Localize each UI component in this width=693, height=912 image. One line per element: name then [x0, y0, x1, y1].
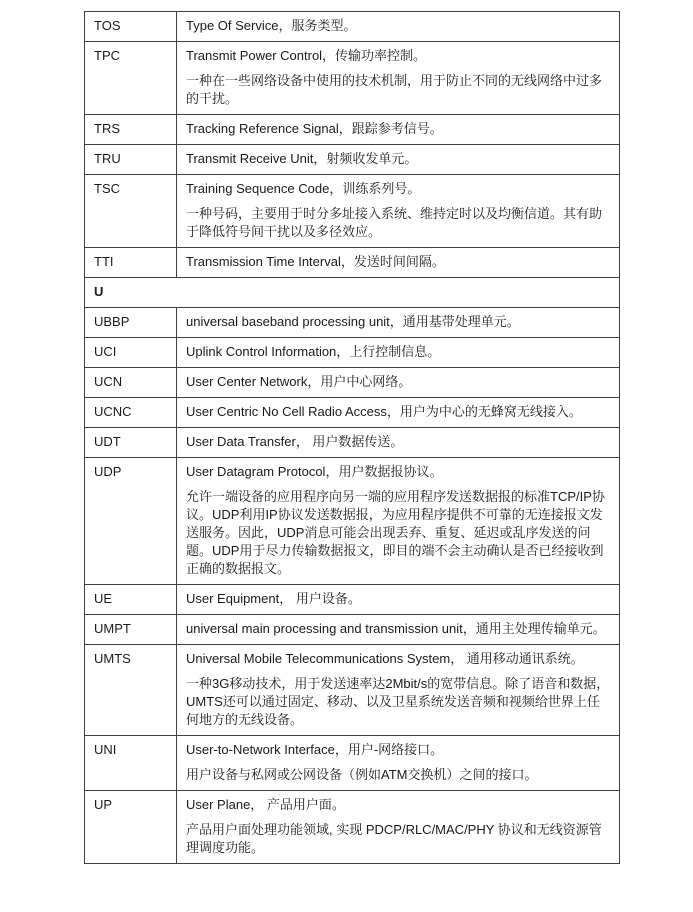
- definition-cell: [177, 615, 620, 645]
- term-cell: UCNC: [85, 398, 177, 428]
- definition-cell: [177, 42, 620, 115]
- definition-cell: [177, 115, 620, 145]
- term-cell: UDT: [85, 428, 177, 458]
- definition-cell: [177, 338, 620, 368]
- term-cell: UE: [85, 585, 177, 615]
- table-row: [85, 428, 620, 458]
- definition-paragraph: Transmit Power Control，传输功率控制。: [186, 48, 427, 63]
- definition-cell: [177, 145, 620, 175]
- definition-paragraph: User Plane， 产品用户面。: [186, 797, 345, 812]
- definition-paragraph: 允许一端设备的应用程序向另一端的应用程序发送数据报的标准TCP/IP协议。UDP利用IP协议发送数据报，为应用程序提供不可靠的无连接报文发送服务。因此，UDP消息可能会出现丢弃、重复、延迟或乱序发送的问题。UDP用于尽力传输数据报文，即目的端不会主动确认是否已经接收到正确的数据报文。: [186, 489, 605, 576]
- definition-cell: [177, 645, 620, 736]
- table-row: [85, 791, 620, 864]
- definition-cell: [177, 458, 620, 585]
- definition-paragraph: User Center Network，用户中心网络。: [186, 374, 412, 389]
- definition-cell: [177, 308, 620, 338]
- section-letter-cell: U: [85, 278, 620, 308]
- term-cell: UNI: [85, 736, 177, 791]
- definition-paragraph: 用户设备与私网或公网设备（例如ATM交换机）之间的接口。: [186, 767, 538, 782]
- definition-cell: [177, 736, 620, 791]
- definition-paragraph: User Data Transfer， 用户数据传送。: [186, 434, 404, 449]
- table-row: [85, 308, 620, 338]
- definition-cell: [177, 175, 620, 248]
- term-cell: UBBP: [85, 308, 177, 338]
- table-row: [85, 458, 620, 585]
- term-cell: UDP: [85, 458, 177, 585]
- definition-cell: [177, 398, 620, 428]
- definition-paragraph: 一种3G移动技术，用于发送速率达2Mbit/s的宽带信息。除了语音和数据，UMTS还可以通过固定、移动、以及卫星系统发送音频和视频给世界上任何地方的无线设备。: [186, 676, 610, 727]
- definition-paragraph: User-to-Network Interface，用户-网络接口。: [186, 742, 444, 757]
- definition-paragraph: Universal Mobile Telecommunications System， 通用移动通讯系统。: [186, 651, 584, 666]
- table-row: [85, 248, 620, 278]
- definition-cell: [177, 368, 620, 398]
- table-row: [85, 585, 620, 615]
- term-cell: TRU: [85, 145, 177, 175]
- definition-cell: [177, 428, 620, 458]
- definition-cell: [177, 248, 620, 278]
- definition-paragraph: Transmit Receive Unit，射频收发单元。: [186, 151, 418, 166]
- definition-cell: [177, 12, 620, 42]
- term-cell: TOS: [85, 12, 177, 42]
- table-row: [85, 145, 620, 175]
- term-cell: UMPT: [85, 615, 177, 645]
- table-row: [85, 42, 620, 115]
- term-cell: TSC: [85, 175, 177, 248]
- glossary-table-body: [85, 12, 620, 864]
- table-row: [85, 115, 620, 145]
- table-row: [85, 615, 620, 645]
- term-cell: UCN: [85, 368, 177, 398]
- definition-cell: [177, 791, 620, 864]
- term-cell: UP: [85, 791, 177, 864]
- table-row: [85, 338, 620, 368]
- table-row: [85, 175, 620, 248]
- table-row: [85, 645, 620, 736]
- definition-cell: [177, 585, 620, 615]
- term-cell: TRS: [85, 115, 177, 145]
- definition-paragraph: User Datagram Protocol，用户数据报协议。: [186, 464, 443, 479]
- table-row: [85, 398, 620, 428]
- section-row: [85, 278, 620, 308]
- table-row: [85, 736, 620, 791]
- definition-paragraph: universal main processing and transmission unit，通用主处理传输单元。: [186, 621, 606, 636]
- definition-paragraph: 一种在一些网络设备中使用的技术机制，用于防止不同的无线网络中过多的干扰。: [186, 73, 603, 106]
- term-cell: UMTS: [85, 645, 177, 736]
- definition-paragraph: User Centric No Cell Radio Access，用户为中心的无蜂窝无线接入。: [186, 404, 582, 419]
- table-row: [85, 368, 620, 398]
- term-cell: UCI: [85, 338, 177, 368]
- definition-paragraph: universal baseband processing unit，通用基带处理单元。: [186, 314, 520, 329]
- term-cell: TPC: [85, 42, 177, 115]
- definition-paragraph: Tracking Reference Signal，跟踪参考信号。: [186, 121, 443, 136]
- definition-paragraph: User Equipment， 用户设备。: [186, 591, 361, 606]
- table-row: [85, 12, 620, 42]
- definition-paragraph: 产品用户面处理功能领域, 实现 PDCP/RLC/MAC/PHY 协议和无线资源管理调度功能。: [186, 822, 602, 855]
- glossary-table: [84, 11, 620, 864]
- definition-paragraph: Uplink Control Information，上行控制信息。: [186, 344, 441, 359]
- definition-paragraph: Transmission Time Interval，发送时间间隔。: [186, 254, 445, 269]
- definition-paragraph: Type Of Service，服务类型。: [186, 18, 357, 33]
- definition-paragraph: Training Sequence Code，训练系列号。: [186, 181, 421, 196]
- definition-paragraph: 一种号码，主要用于时分多址接入系统、维持定时以及均衡信道。其有助于降低符号间干扰以及多径效应。: [186, 206, 603, 239]
- term-cell: TTI: [85, 248, 177, 278]
